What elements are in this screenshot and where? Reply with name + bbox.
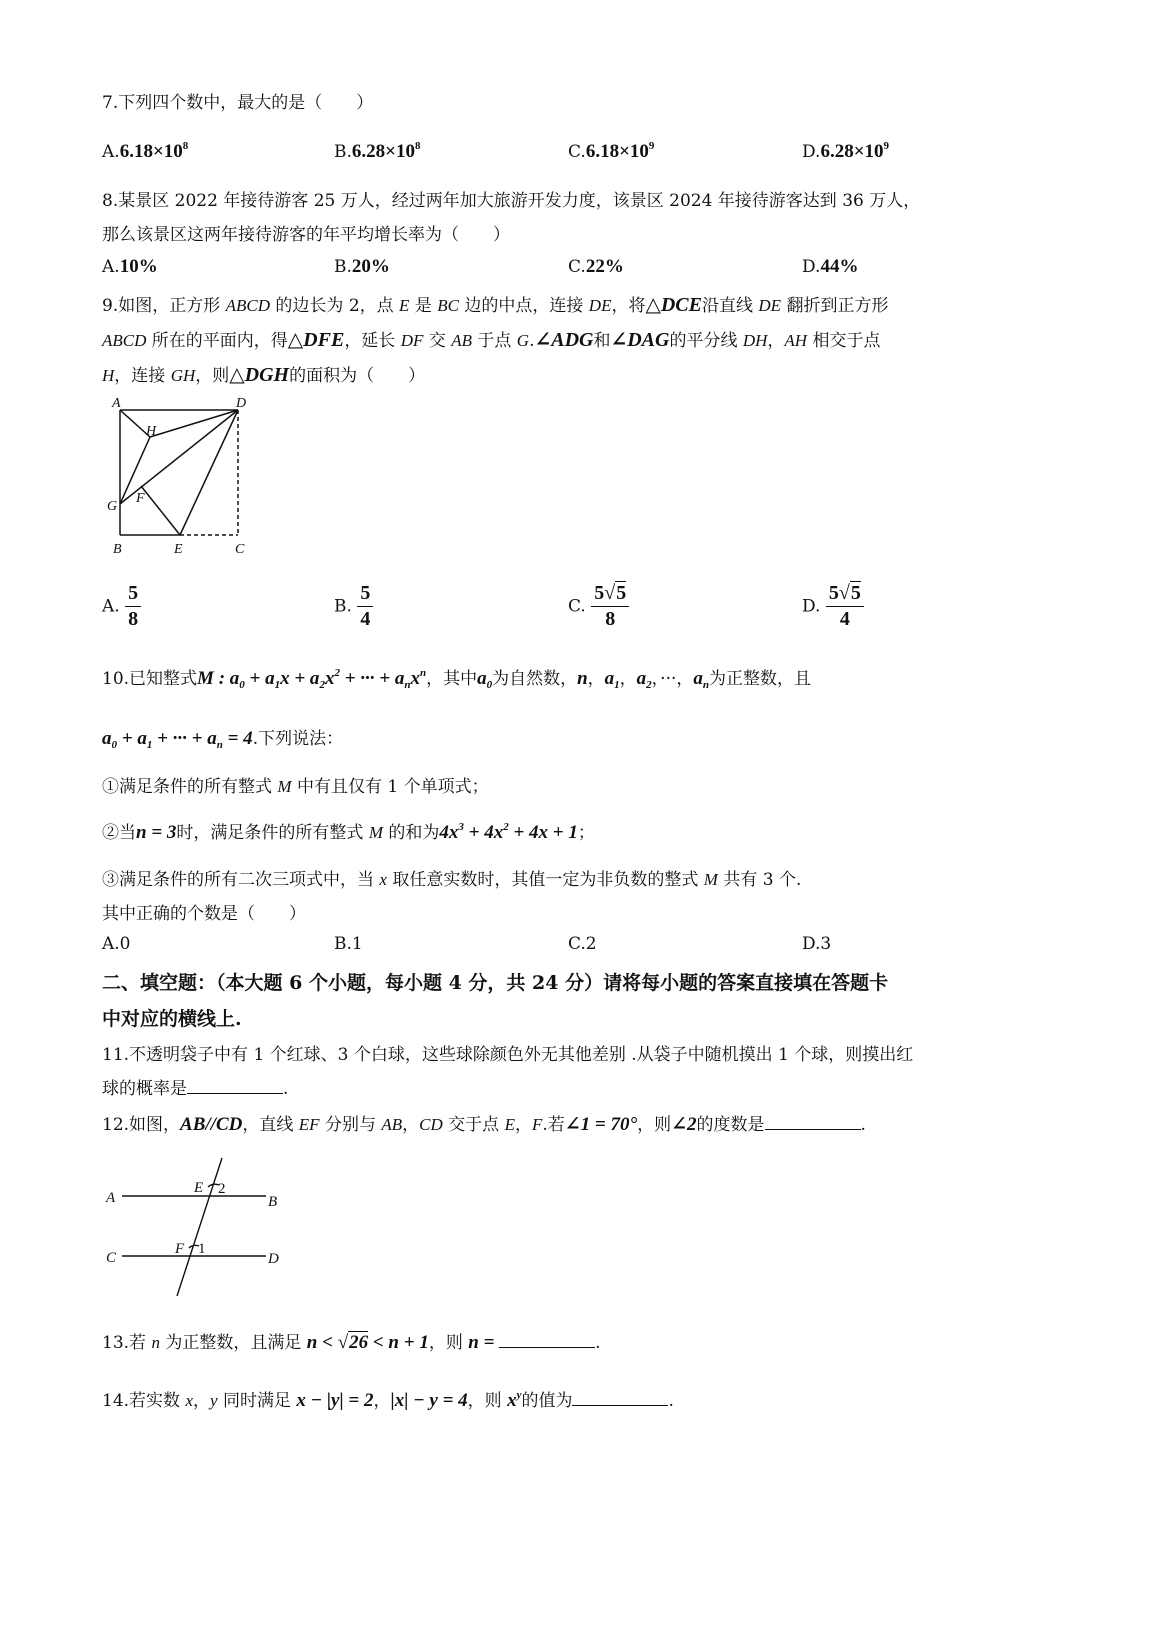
- q7-option-b: $B.6.28\times 10^8$: [334, 140, 421, 162]
- line-ef: [177, 1158, 222, 1296]
- q13-stem: 13.若 n 为正整数，且满足 n < √26 < n + 1，则 n = .: [102, 1332, 601, 1353]
- q10-statement-3: ③满足条件的所有二次三项式中，当 x 取任意实数时，其值一定为非负数的整式 M 共有 3 个.: [102, 870, 802, 890]
- q7-option-d: $D.6.28\times 10^9$: [802, 140, 890, 162]
- q8-line1: 8.某景区 2022 年接待游客 25 万人，经过两年加大旅游开发力度，该景区 2024 年接待游客达到 36 万人，: [102, 191, 921, 211]
- label-b: B: [268, 1194, 278, 1210]
- segment-dg: [120, 410, 238, 504]
- q12-parallel-lines-figure: [100, 1150, 300, 1300]
- label-f: F: [175, 1241, 185, 1257]
- segment-fe: [141, 486, 180, 535]
- q9-option-a: A. $\frac{5}{8}$: [102, 582, 141, 631]
- q13-answer-blank[interactable]: [499, 1331, 595, 1348]
- q10-option-b: B.1: [334, 934, 363, 954]
- label-b: B: [113, 542, 122, 557]
- label-h: H: [146, 424, 157, 439]
- q9-option-b: B. $\frac{5}{4}$: [334, 582, 373, 631]
- q12-stem: 12.如图，AB//CD，直线 EF 分别与 AB，CD 交于点 E，F.若∠1 = 70°，则∠2的度数是 .: [102, 1114, 866, 1135]
- label-e: E: [174, 542, 183, 557]
- q8-line2: 那么该景区这两年接待游客的年平均增长率为（ ）: [102, 225, 510, 245]
- label-g: G: [107, 499, 118, 514]
- segment-de: [180, 410, 238, 535]
- label-c: C: [235, 542, 245, 557]
- label-a: A: [112, 396, 121, 411]
- q10-option-d: D.3: [802, 934, 832, 954]
- q8-option-a: A.10%: [102, 256, 158, 277]
- q14-answer-blank[interactable]: [572, 1389, 668, 1406]
- q10-option-c: C.2: [568, 934, 597, 954]
- section2-heading-line2: 中对应的横线上.: [102, 1008, 242, 1030]
- q14-stem: 14.若实数 x，y 同时满足 x − |y| = 2，|x| − y = 4，则 $x^y$的值为 .: [102, 1389, 674, 1411]
- q12-answer-blank[interactable]: [765, 1113, 861, 1130]
- label-f: F: [136, 491, 145, 506]
- label-a: A: [106, 1190, 116, 1206]
- label-c: C: [106, 1250, 117, 1266]
- q8-option-b: B.20%: [334, 256, 390, 277]
- segment-dh: [150, 410, 238, 437]
- q8-option-d: D.44%: [802, 256, 859, 277]
- section2-heading-line1: 二、填空题：（本大题 6 个小题，每小题 4 分，共 24 分）请将每小题的答案直接填在答题卡: [102, 972, 889, 994]
- q9-line2: ABCD 所在的平面内，得△DFE，延长 DF 交 AB 于点 G.∠ADG和∠DAG的平分线 DH，AH 相交于点: [102, 329, 881, 351]
- label-d: D: [236, 396, 247, 411]
- q10-statement-1: ①满足条件的所有整式 M 中有且仅有 1 个单项式；: [102, 777, 489, 797]
- q10-ask: 其中正确的个数是（ ）: [102, 904, 306, 924]
- q7-stem: 7.下列四个数中，最大的是（ ）: [102, 93, 374, 113]
- q11-answer-blank[interactable]: [187, 1077, 283, 1094]
- q10-line1: 10.已知整式M : $a_0 + a_1x + a_2x^2$ + ··· + $a_nx^n$，其中$a_0$为自然数，n，$a_1$，$a_2$，···，$a_n$为正整数，且: [102, 667, 812, 691]
- q11-line1: 11.不透明袋子中有 1 个红球、3 个白球，这些球除颜色外无其他差别 .从袋子中随机摸出 1 个球，则摸出红: [102, 1045, 914, 1065]
- q9-option-c: C. $\frac{5√5}{8}$: [568, 582, 629, 631]
- q10-option-a: A.0: [102, 934, 131, 954]
- q7-option-c: $C.6.18\times 10^9$: [568, 140, 655, 162]
- q8-option-c: C.22%: [568, 256, 624, 277]
- q11-line2: 球的概率是 .: [102, 1079, 289, 1099]
- q9-square-figure: [100, 392, 260, 562]
- q9-option-d: D. $\frac{5√5}{4}$: [802, 582, 864, 631]
- label-e: E: [194, 1180, 204, 1196]
- label-angle-1: 1: [198, 1241, 206, 1257]
- q9-line1: 9.如图，正方形 ABCD 的边长为 2，点 E 是 BC 边的中点，连接 DE，将△DCE沿直线 DE 翻折到正方形: [102, 294, 889, 316]
- label-angle-2: 2: [218, 1181, 226, 1197]
- q7-option-a: $A.6.18\times 10^8$: [102, 140, 189, 162]
- segment-gh: [120, 437, 150, 504]
- label-d: D: [268, 1251, 279, 1267]
- q10-statement-2: ②当n = 3时，满足条件的所有整式 M 的和为$4x^3 + 4x^2 + 4x + 1$；: [102, 821, 595, 843]
- q10-line2: $a_0 + a_1$ + ··· + $a_n = 4$.下列说法：: [102, 728, 344, 751]
- q9-line3: H，连接 GH，则△DGH的面积为（ ）: [102, 364, 426, 386]
